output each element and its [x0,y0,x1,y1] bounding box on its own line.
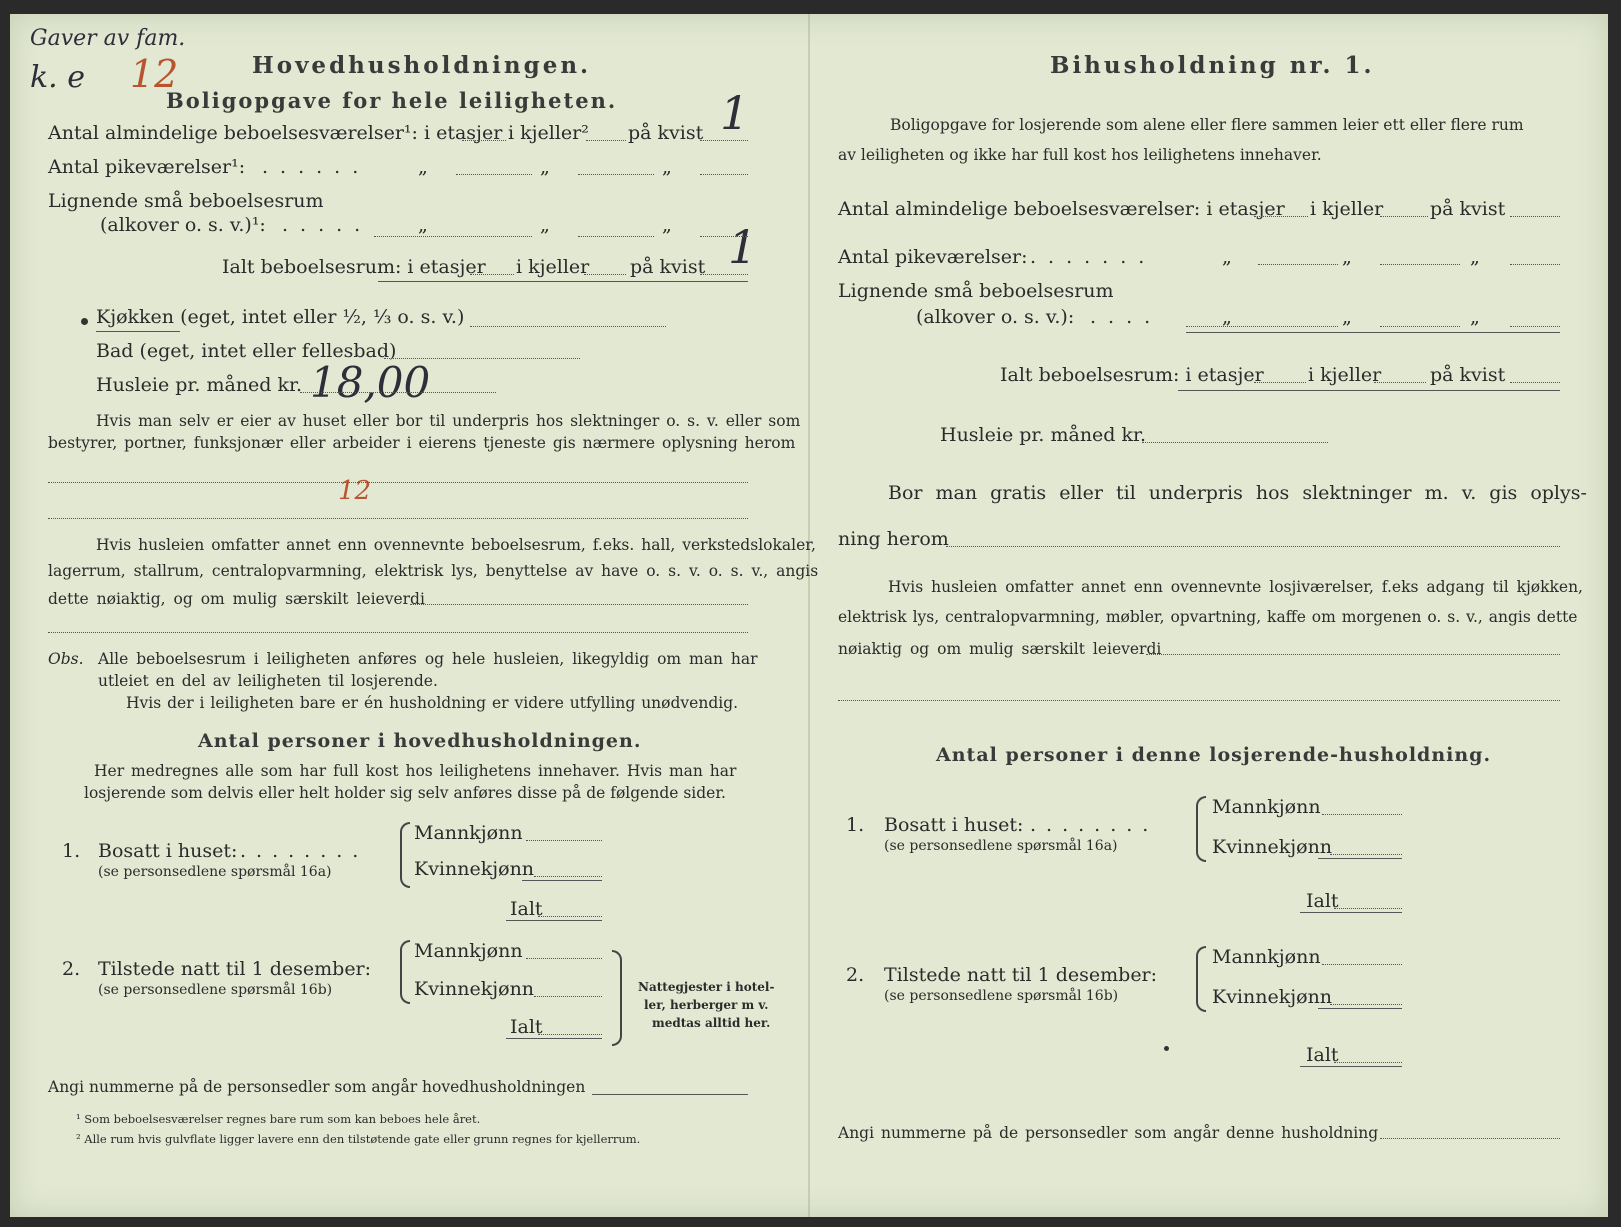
handwritten-husleie-value: 18,00 [310,358,431,407]
left-row-ialt-kjeller: i kjeller [516,256,590,278]
left-footnote1: ¹ Som beboelsesværelser regnes bare rum som kan beboes hele året. [76,1112,481,1126]
left-husleie: Husleie pr. måned kr. [96,374,303,396]
right-row-ialt-label: Ialt beboelsesrum: i etasjer [1000,364,1264,386]
left-row-alm-label: Antal almindelige beboelsesværelser¹: i etasjer [48,122,503,144]
right-husleie: Husleie pr. måned kr. [940,424,1147,446]
right-q2-label: Tilstede natt til 1 desember: [884,964,1158,986]
right-q2-ialt: Ialt [1306,1044,1339,1066]
page-fold [808,14,810,1217]
left-q2-sub: (se personsedlene spørsmål 16b) [98,982,333,998]
left-q1-sub: (se personsedlene spørsmål 16a) [98,864,332,880]
left-q1-kvinne: Kvinnekjønn [414,858,535,880]
left-q2-brace [400,940,410,1004]
left-row-lign-label1: Lignende små beboelsesrum [48,190,324,212]
right-row-pike-label: Antal pikeværelser: [838,246,1028,268]
left-persons-line2: losjerende som delvis eller helt holder sig selv anføres disse på de følgende sider. [84,784,726,802]
right-omfatter-line2: elektrisk lys, centralopvarmning, møbler, opvartning, kaffe om morgenen o. s. v., angis dette [838,608,1578,626]
left-eier-line2: bestyrer, portner, funksjonær eller arbeider i eierens tjeneste gis nærmere oplysning herom [48,434,796,452]
left-obs-line2: utleiet en del av leiligheten til losjerende. [98,672,438,690]
left-natt-line3: medtas alltid her. [652,1016,771,1030]
right-row-ialt-kvist: på kvist [1430,364,1506,386]
left-natt-line2: ler, herberger m v. [644,998,769,1012]
right-omfatter-line3: nøiaktig og om mulig særskilt leieverdi [838,640,1162,658]
left-omfatter-line3: dette nøiaktig, og om mulig særskilt leieverdi [48,590,425,608]
right-row-alm-kjeller: i kjeller [1310,198,1384,220]
handwritten-ke-note: k. e [30,60,86,95]
left-row-ialt-kvist: på kvist [630,256,706,278]
left-row-alm-kjeller: i kjeller² [508,122,589,144]
right-q1-brace [1196,796,1206,862]
left-q1-mann: Mannkjønn [414,822,523,844]
left-q2-kvinne: Kvinnekjønn [414,978,535,1000]
right-row-alm-label: Antal almindelige beboelsesværelser: i etasjer [838,198,1285,220]
right-q1-kvinne: Kvinnekjønn [1212,836,1333,858]
left-q2-mann: Mannkjønn [414,940,523,962]
right-gratis-line2: ning herom [838,528,949,550]
left-omfatter-line2: lagerrum, stallrum, centralopvarmning, elektrisk lys, benyttelse av have o. s. v. o. s. v., angis [48,562,819,580]
right-q1-mann: Mannkjønn [1212,796,1321,818]
ink-dot [1164,1046,1169,1051]
left-persons-title: Antal personer i hovedhusholdningen. [198,730,642,752]
right-q2-sub: (se personsedlene spørsmål 16b) [884,988,1119,1004]
left-kjokken: Kjøkken (eget, intet eller ½, ⅓ o. s. v.) [96,306,465,328]
right-gratis-line1: Bor man gratis eller til underpris hos slektninger m. v. gis oplys- [888,482,1587,504]
right-angi: Angi nummerne på de personsedler som angår denne husholdning [838,1124,1379,1142]
left-row-pike-label: Antal pikeværelser¹: [48,156,246,178]
left-subtitle: Boligopgave for hele leiligheten. [166,88,618,113]
right-row-lign-label2: (alkover o. s. v.): [916,306,1075,328]
handwritten-top-note: Gaver av fam. [30,26,186,51]
right-q2-mann: Mannkjønn [1212,946,1321,968]
left-obs-line3: Hvis der i leiligheten bare er én husholdning er videre utfylling unødvendig. [126,694,739,712]
right-q1-ialt: Ialt [1306,890,1339,912]
left-q2-right-brace [612,950,622,1046]
left-omfatter-line1: Hvis husleien omfatter annet enn ovennevnte beboelsesrum, f.eks. hall, verkstedslokaler, [96,536,816,554]
right-q2-brace [1196,946,1206,1012]
handwritten-ialt-kvist-value: 1 [728,220,758,274]
right-omfatter-line1: Hvis husleien omfatter annet enn ovennevnte losjiværelser, f.eks adgang til kjøkken, [888,578,1583,596]
right-q2-kvinne: Kvinnekjønn [1212,986,1333,1008]
right-row-ialt-kjeller: i kjeller [1308,364,1382,386]
left-obs-line1: Alle beboelsesrum i leiligheten anføres og hele husleien, likegyldig om man har [98,650,758,668]
left-angi: Angi nummerne på de personsedler som angår hovedhusholdningen [48,1078,586,1096]
left-title: Hovedhusholdningen. [252,52,592,79]
left-row-lign-label2: (alkover o. s. v.)¹: [100,214,266,236]
left-q1-ialt: Ialt [510,898,543,920]
right-intro-line1: Boligopgave for losjerende som alene eller flere sammen leier ett eller flere rum [890,116,1524,134]
right-row-lign-label1: Lignende små beboelsesrum [838,280,1114,302]
right-intro-line2: av leiligheten og ikke har full kost hos leilighetens innehaver. [838,146,1322,164]
left-row-alm-kvist: på kvist [628,122,704,144]
right-row-alm-kvist: på kvist [1430,198,1506,220]
right-q1-sub: (se personsedlene spørsmål 16a) [884,838,1118,854]
left-q1-brace [400,822,410,888]
left-q2-num: 2. [62,958,81,980]
left-q1-num: 1. [62,840,81,862]
handwritten-red-mark: 12 [338,476,372,506]
handwritten-kvist-value: 1 [720,86,750,140]
left-natt-line1: Nattegjester i hotel- [638,980,775,994]
right-persons-title: Antal personer i denne losjerende-husholdning. [936,744,1492,766]
handwritten-ke-number: 12 [130,52,179,96]
right-q2-num: 2. [846,964,865,986]
left-obs-label: Obs. [48,650,84,668]
left-q1-label: Bosatt i huset: [98,840,238,862]
left-bad: Bad (eget, intet eller fellesbad) [96,340,397,362]
left-q2-label: Tilstede natt til 1 desember: [98,958,372,980]
right-q1-label: Bosatt i huset: [884,814,1024,836]
right-title: Bihusholdning nr. 1. [1050,52,1375,79]
left-footnote2: ² Alle rum hvis gulvflate ligger lavere enn den tilstøtende gate eller grunn regnes for kjellerrum. [76,1132,641,1146]
left-eier-line1: Hvis man selv er eier av huset eller bor til underpris hos slektninger o. s. v. eller som [96,412,801,430]
left-row-ialt-label: Ialt beboelsesrum: i etasjer [222,256,486,278]
left-q2-ialt: Ialt [510,1016,543,1038]
right-q1-num: 1. [846,814,865,836]
left-persons-line1: Her medregnes alle som har full kost hos leilighetens innehaver. Hvis man har [94,762,737,780]
kjokken-bullet [81,318,88,325]
